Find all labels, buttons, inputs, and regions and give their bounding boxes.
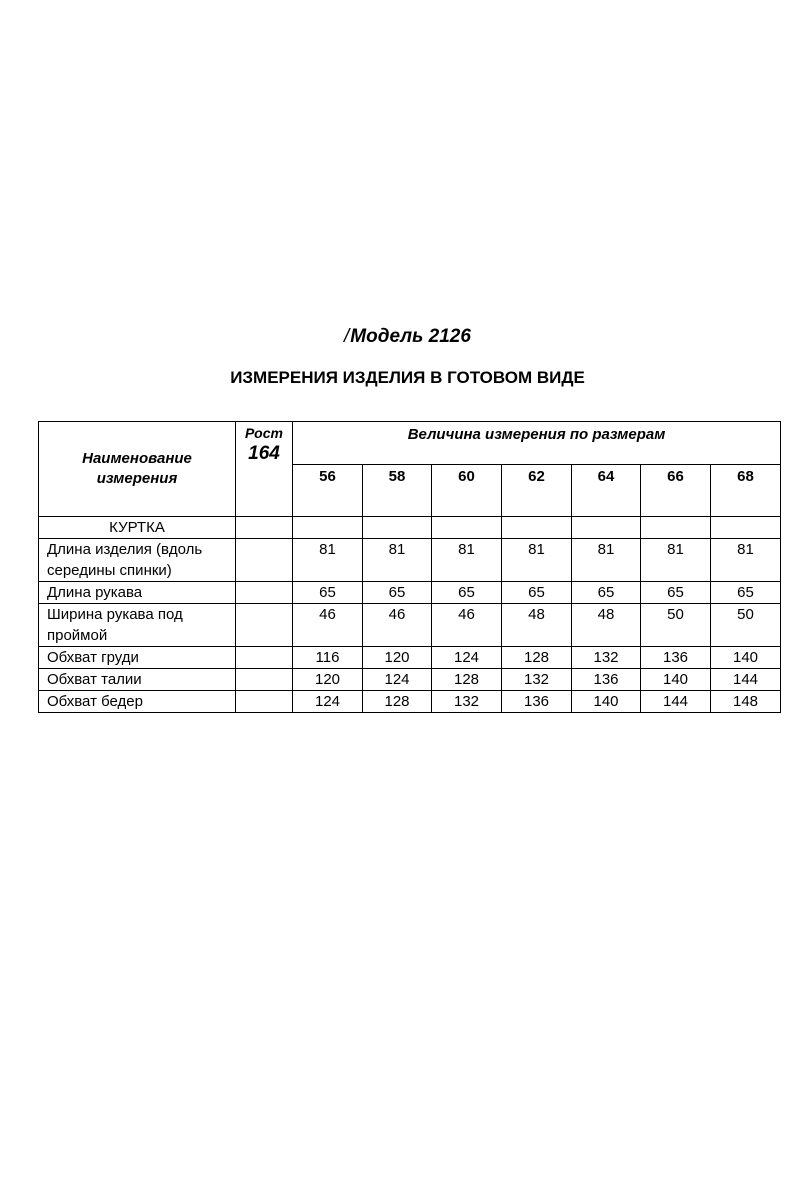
measurement-value: 128 <box>502 647 572 669</box>
measurement-label-line1: Обхват бедер <box>47 693 143 710</box>
table-row <box>39 604 781 647</box>
measurement-value: 46 <box>363 604 432 647</box>
header-name-line2: измерения <box>96 470 178 487</box>
measurement-value: 140 <box>572 691 641 713</box>
table-row <box>39 647 781 669</box>
measurement-label <box>39 647 236 669</box>
measurement-label-line2: проймой <box>47 627 108 644</box>
measurement-value: 65 <box>502 582 572 604</box>
size-header: 60 <box>432 465 502 517</box>
measurement-value: 65 <box>293 582 363 604</box>
model-label <box>344 326 471 348</box>
table-row <box>39 539 781 582</box>
document-title: ИЗМЕРЕНИЯ ИЗДЕЛИЯ В ГОТОВОМ ВИДЕ <box>230 368 585 387</box>
size-header: 66 <box>641 465 711 517</box>
header-height-value: 164 <box>248 443 280 464</box>
height-cell <box>236 691 293 713</box>
measurement-value: 124 <box>363 669 432 691</box>
measurement-value: 132 <box>502 669 572 691</box>
measurement-value: 144 <box>711 669 781 691</box>
measurement-label <box>39 691 236 713</box>
measurement-label-line1: Ширина рукава под <box>47 606 183 623</box>
measurement-value: 81 <box>641 539 711 582</box>
header-name-line1: Наименование <box>82 450 192 467</box>
header-measurement-name <box>39 422 236 517</box>
table-row <box>39 582 781 604</box>
size-header: 58 <box>363 465 432 517</box>
measurement-value: 81 <box>293 539 363 582</box>
measurement-label <box>39 669 236 691</box>
measurement-value: 65 <box>572 582 641 604</box>
measurement-label <box>39 604 236 647</box>
section-row <box>39 517 781 539</box>
size-header: 64 <box>572 465 641 517</box>
measurement-label-line2: середины спинки) <box>47 562 172 579</box>
measurement-value: 81 <box>432 539 502 582</box>
measurement-value: 140 <box>711 647 781 669</box>
measurement-value: 124 <box>432 647 502 669</box>
measurement-value: 48 <box>572 604 641 647</box>
measurement-label-line1: Длина рукава <box>47 584 143 601</box>
header-height-label: Рост <box>245 425 283 441</box>
table-row <box>39 691 781 713</box>
measurement-value: 81 <box>711 539 781 582</box>
measurement-value: 48 <box>502 604 572 647</box>
section-label: КУРТКА <box>39 517 236 539</box>
measurements-table <box>38 421 781 713</box>
header-height <box>236 422 293 517</box>
header-size-values: Величина измерения по размерам <box>293 422 781 465</box>
measurement-label <box>39 582 236 604</box>
measurement-value: 136 <box>502 691 572 713</box>
height-cell <box>236 669 293 691</box>
measurement-label-line1: Обхват талии <box>47 671 142 688</box>
measurement-value: 120 <box>363 647 432 669</box>
measurement-value: 81 <box>572 539 641 582</box>
size-header: 56 <box>293 465 363 517</box>
measurement-value: 136 <box>572 669 641 691</box>
measurement-value: 148 <box>711 691 781 713</box>
model-text: Модель 2126 <box>350 326 471 347</box>
measurement-value: 65 <box>363 582 432 604</box>
measurement-value: 50 <box>711 604 781 647</box>
measurement-value: 128 <box>432 669 502 691</box>
height-cell <box>236 647 293 669</box>
measurement-label-line1: Обхват груди <box>47 649 139 666</box>
measurement-label <box>39 539 236 582</box>
measurement-value: 65 <box>641 582 711 604</box>
measurement-value: 128 <box>363 691 432 713</box>
pen-mark-icon: / <box>344 326 350 347</box>
measurement-value: 116 <box>293 647 363 669</box>
measurement-value: 132 <box>572 647 641 669</box>
measurement-label-line1: Длина изделия (вдоль <box>47 541 203 558</box>
size-header: 68 <box>711 465 781 517</box>
size-header: 62 <box>502 465 572 517</box>
measurement-value: 81 <box>502 539 572 582</box>
measurement-value: 144 <box>641 691 711 713</box>
measurement-value: 46 <box>293 604 363 647</box>
measurement-value: 120 <box>293 669 363 691</box>
height-cell <box>236 582 293 604</box>
height-cell <box>236 604 293 647</box>
measurement-value: 65 <box>711 582 781 604</box>
measurement-value: 140 <box>641 669 711 691</box>
measurement-value: 65 <box>432 582 502 604</box>
measurement-value: 124 <box>293 691 363 713</box>
height-cell <box>236 539 293 582</box>
table-row <box>39 669 781 691</box>
measurement-value: 81 <box>363 539 432 582</box>
measurement-value: 46 <box>432 604 502 647</box>
measurement-value: 50 <box>641 604 711 647</box>
measurement-value: 136 <box>641 647 711 669</box>
measurement-value: 132 <box>432 691 502 713</box>
